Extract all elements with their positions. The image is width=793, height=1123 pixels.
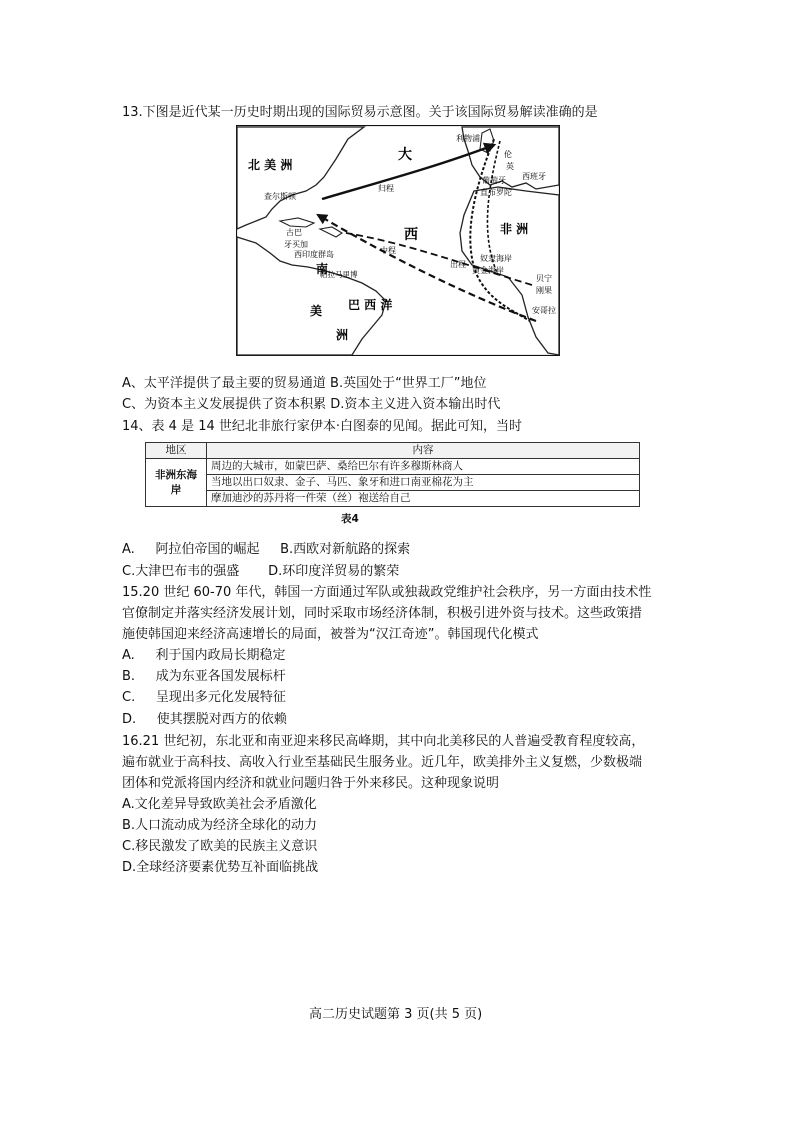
table-header-row	[146, 443, 640, 459]
label-england: 英	[506, 162, 514, 171]
q13-stem: 13.下图是近代某一历史时期出现的国际贸易示意图。关于该国际贸易解读准确的是	[122, 105, 598, 120]
label-zhou: 洲	[336, 328, 349, 342]
table-row	[146, 475, 640, 491]
label-da: 大	[398, 147, 412, 163]
q16-stem-line-3: 团体和党派将国内经济和就业问题归咎于外来移民。这种现象说明	[122, 776, 500, 791]
label-north-america: 北 美 洲	[248, 158, 293, 172]
table-cell-content: 当地以出口奴隶、金子、马匹、象牙和进口南亚棉花为主	[207, 475, 640, 491]
q14-option-ab: A. 阿拉伯帝国的崛起 B.西欧对新航路的探索	[122, 542, 411, 557]
label-gibraltar: 直布罗陀	[480, 188, 512, 197]
label-benin: 贝宁	[536, 274, 552, 283]
label-angola: 安哥拉	[532, 306, 556, 315]
table-4	[145, 442, 640, 507]
label-return: 归程	[378, 184, 394, 193]
table-header-region: 地区	[146, 443, 207, 459]
trade-map	[236, 125, 560, 356]
label-west-indies: 西印度群岛	[294, 250, 334, 259]
q15-option-a: A. 利于国内政局长期稳定	[122, 648, 286, 663]
q14-option-cd: C.大津巴布韦的强盛 D.环印度洋贸易的繁荣	[122, 564, 400, 579]
label-liverpool: 利物浦	[456, 134, 480, 143]
q15-option-b: B. 成为东亚各国发展标杆	[122, 669, 286, 684]
q15-stem-line-3: 施使韩国迎来经济高速增长的局面，被誉为“汉江奇迹”。韩国现代化模式	[122, 627, 539, 642]
table-cell-region: 非洲东海岸	[146, 459, 207, 507]
table-row	[146, 459, 640, 475]
label-portugal: 葡萄牙	[482, 176, 506, 185]
label-paramaribo: 帕拉马里博	[320, 270, 358, 279]
label-ba-xi-yang: 巴 西 洋	[348, 298, 393, 312]
q16-stem-line-1: 16.21 世纪初，东北亚和南亚迎来移民高峰期，其中向北美移民的人普遍受教育程度较高，	[122, 734, 645, 749]
label-jamaica: 牙买加	[284, 240, 308, 249]
label-charleston: 查尔斯顿	[264, 192, 296, 201]
q16-option-d: D.全球经济要素优势互补面临挑战	[122, 860, 319, 875]
label-cuba: 古巴	[286, 228, 302, 237]
label-africa: 非 洲	[500, 222, 529, 236]
label-xi: 西	[404, 227, 418, 243]
q15-stem-line-2: 官僚制定并落实经济发展计划，同时采取市场经济体制，积极引进外资与技术。这些政策措	[122, 606, 643, 621]
table-cell-content: 摩加迪沙的苏丹将一件荣（丝）袍送给自己	[207, 491, 640, 507]
q16-stem-line-2: 遍布就业于高科技、高收入行业至基础民生服务业。近几年，欧美排外主义复燃，少数极端	[122, 755, 643, 770]
q13-option-ab: A、太平洋提供了最主要的贸易通道 B.英国处于“世界工厂”地位	[122, 376, 487, 391]
label-america: 美	[310, 304, 323, 318]
q14-stem: 14、表 4 是 14 世纪北非旅行家伊本·白图泰的见闻。据此可知，当时	[122, 419, 523, 434]
q15-option-d: D. 使其摆脱对西方的依赖	[122, 712, 287, 727]
table-cell-content: 周边的大城市，如蒙巴萨、桑给巴尔有许多穆斯林商人	[207, 459, 640, 475]
label-london: 伦	[504, 150, 512, 159]
q16-option-a: A.文化差异导致欧美社会矛盾激化	[122, 797, 317, 812]
label-congo: 刚果	[536, 286, 552, 295]
page-footer: 高二历史试题第 3 页(共 5 页)	[309, 1007, 483, 1022]
q13-option-cd: C、为资本主义发展提供了资本积累 D.资本主义进入资本输出时代	[122, 397, 501, 412]
label-outward: 出程	[450, 260, 466, 269]
label-spain: 西班牙	[522, 172, 546, 181]
table-caption: 表4	[341, 513, 359, 525]
table-row	[146, 491, 640, 507]
table-header-content: 内容	[207, 443, 640, 459]
q15-option-c: C. 呈现出多元化发展特征	[122, 690, 286, 705]
label-south: 南	[316, 262, 329, 276]
label-middle: 中程	[380, 246, 396, 255]
q16-option-b: B.人口流动成为经济全球化的动力	[122, 818, 318, 833]
q16-option-c: C.移民激发了欧美的民族主义意识	[122, 839, 318, 854]
q15-stem-line-1: 15.20 世纪 60-70 年代，韩国一方面通过军队或独裁政党维护社会秩序，另一方面由技术性	[122, 585, 652, 600]
label-slave-coast: 奴隶海岸	[480, 254, 512, 263]
label-gold-coast: 黄金海岸	[472, 266, 504, 275]
